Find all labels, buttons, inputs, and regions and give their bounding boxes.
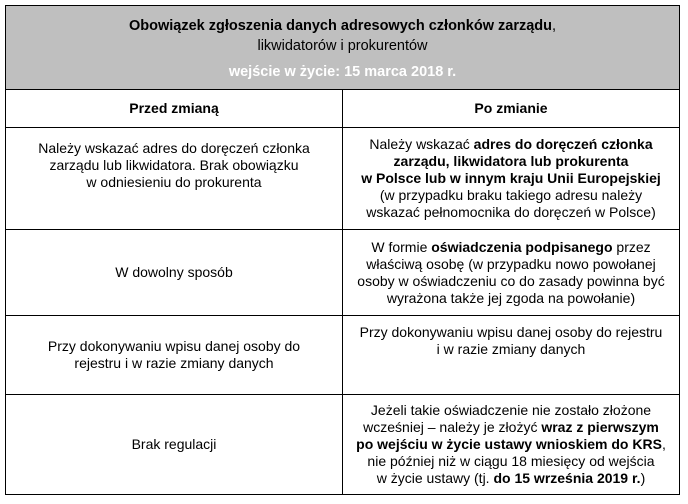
cell-after: Przy dokonywaniu wpisu danej osoby do rejestru i w razie zmiany danych <box>359 324 663 357</box>
table-header <box>6 6 679 90</box>
cell-before: Należy wskazać adres do doręczeń członka zarządu lub likwidatora. Brak obowiązku w odniesieniu do prokurenta <box>6 128 343 229</box>
table-subtitle: likwidatorów i prokurentów <box>257 38 428 54</box>
cell-before: W dowolny sposób <box>6 230 343 315</box>
effective-date: wejście w życie: 15 marca 2018 r. <box>228 64 457 80</box>
cell-before: Przy dokonywaniu wpisu danej osoby do rejestru i w razie zmiany danych <box>6 316 343 394</box>
cell-after: W formie oświadczenia podpisanego przez właściwą osobę (w przypadku nowo powołanej osoby w oświadczeniu co do zasady powinna być wyrażona także jej zgoda na powołanie) <box>357 238 665 306</box>
cell-before: Brak regulacji <box>6 395 343 494</box>
cell-after: Jeżeli takie oświadczenie nie zostało złożone wcześniej – należy je złożyć wraz z pierwszym po wejściu w życie ustawy wnioskiem do KRS, nie później niż w ciągu 18 miesięcy od wejścia w życie ustawy (tj. do 15 września 2019 r.) <box>356 402 666 486</box>
table-row <box>6 230 679 316</box>
column-header-after: Po zmianie <box>474 100 548 116</box>
column-header-row <box>6 90 679 128</box>
table-row <box>6 395 679 494</box>
table-row <box>6 128 679 230</box>
column-header-before: Przed zmianą <box>6 90 343 127</box>
table-row <box>6 316 679 395</box>
table-title: Obowiązek zgłoszenia danych adresowych członków zarządu, <box>128 18 557 34</box>
cell-after: Należy wskazać adres do doręczeń członka zarządu, likwidatora lub prokurenta w Polsce lub w innym kraju Unii Europejskiej (w przypadku braku takiego adresu należy wskazać pełnomocnika do doręczeń w Polsce) <box>361 136 661 220</box>
comparison-table <box>5 5 680 495</box>
